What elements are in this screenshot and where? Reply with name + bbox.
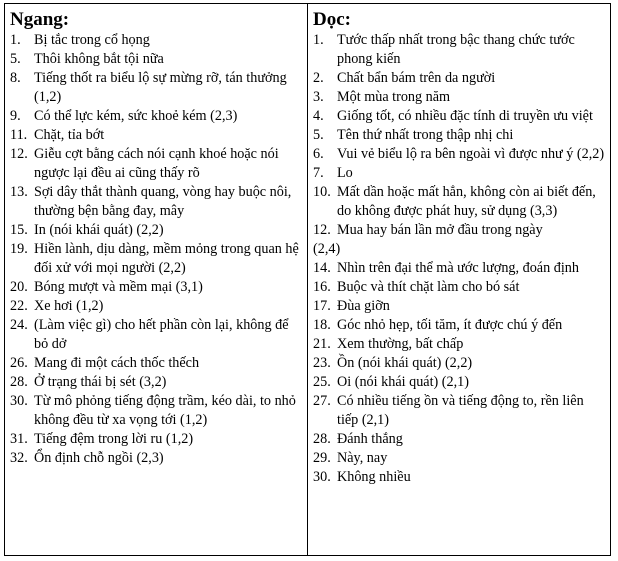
clue-item [313, 354, 607, 373]
clue-number: 12. [10, 146, 28, 162]
clue-text: Mang đi một cách thốc thếch [34, 355, 200, 371]
clue-number: 18. [313, 317, 331, 333]
clue-text: Sợi dây thắt thành quang, vòng hay buộc nôi, thường bện bằng đay, mây [34, 184, 292, 219]
clue-text: Đánh thắng [337, 431, 403, 447]
clue-number: 30. [313, 469, 331, 485]
clue-item [10, 278, 304, 297]
clue-text: In (nói khái quát) (2,2) [34, 222, 164, 238]
clue-text: Có thể lực kém, sức khoẻ kém (2,3) [34, 108, 238, 124]
clue-text: Một mùa trong năm [337, 89, 451, 105]
clue-item [313, 259, 607, 278]
clue-number: 7. [313, 165, 324, 181]
clue-number: 4. [313, 108, 324, 124]
clue-number: 14. [313, 260, 331, 276]
clue-number: 20. [10, 279, 28, 295]
clue-text: Tiếng thốt ra biểu lộ sự mừng rỡ, tán thưởng (1,2) [34, 70, 287, 105]
clue-item [313, 373, 607, 392]
clue-text: Tên thứ nhất trong thập nhị chi [337, 127, 514, 143]
across-column [5, 4, 308, 555]
clue-number: 9. [10, 108, 21, 124]
clue-item [313, 468, 607, 487]
clue-item [10, 107, 304, 126]
clue-item [10, 145, 304, 183]
clue-text: Mất dần hoặc mất hẳn, không còn ai biết đến, do không được phát huy, sử dụng (3,3) [337, 184, 596, 219]
clue-text: Không nhiều [337, 469, 411, 485]
clue-item [10, 221, 304, 240]
clue-text: Góc nhỏ hẹp, tối tăm, ít được chú ý đến [337, 317, 563, 333]
clue-item [313, 183, 607, 221]
clue-item [10, 240, 304, 278]
clue-number: 24. [10, 317, 28, 333]
clue-number: 23. [313, 355, 331, 371]
clue-item [10, 50, 304, 69]
clue-number: 16. [313, 279, 331, 295]
clue-number: 5. [10, 51, 21, 67]
clue-item [313, 107, 607, 126]
down-column [308, 4, 610, 555]
clue-item [313, 449, 607, 468]
clue-item [10, 183, 304, 221]
clue-number: 26. [10, 355, 28, 371]
clue-text: Tước thấp nhất trong bậc thang chức tước phong kiến [337, 32, 575, 67]
down-title: Dọc: [313, 9, 351, 30]
clue-item [313, 88, 607, 107]
clue-number: 12. [313, 222, 331, 238]
clue-text: Có nhiều tiếng ồn và tiếng động to, rền liên tiếp (2,1) [337, 393, 584, 428]
clue-number: 8. [10, 70, 21, 86]
clue-text: Từ mô phỏng tiếng động trầm, kéo dài, to nhỏ không đều từ xa vọng tới (1,2) [34, 393, 296, 428]
clue-continuation [313, 240, 607, 259]
clue-number: 1. [10, 32, 21, 48]
clue-number: 31. [10, 431, 28, 447]
clue-item [313, 164, 607, 183]
clue-text: Hiền lành, dịu dàng, mềm mỏng trong quan hệ đối xử với mọi người (2,2) [34, 241, 299, 276]
clue-item [10, 430, 304, 449]
clue-item [10, 69, 304, 107]
clue-text: Này, nay [337, 450, 388, 466]
clue-item [313, 335, 607, 354]
clue-text: Lo [337, 165, 353, 181]
clue-item [313, 31, 607, 69]
clue-text: Chất bẩn bám trên da người [337, 70, 496, 86]
clue-item [313, 278, 607, 297]
clue-number: 1. [313, 32, 324, 48]
clue-text: Đùa giỡn [337, 298, 390, 314]
clue-text: Buộc và thít chặt làm cho bó sát [337, 279, 520, 295]
clue-item [10, 126, 304, 145]
clue-number: 15. [10, 222, 28, 238]
clue-number: 10. [313, 184, 331, 200]
clue-text: (Làm việc gì) cho hết phần còn lại, không để bỏ dở [34, 317, 289, 352]
clue-item [10, 354, 304, 373]
clue-item [313, 145, 607, 164]
down-clue-list [313, 31, 607, 487]
clue-number: 11. [10, 127, 28, 143]
clue-number: 3. [313, 89, 324, 105]
clue-text: Ồn (nói khái quát) (2,2) [337, 355, 473, 371]
clue-item [313, 430, 607, 449]
clue-text: Oi (nói khái quát) (2,1) [337, 374, 469, 390]
clue-number: 5. [313, 127, 324, 143]
clue-number: 27. [313, 393, 331, 409]
clue-item [10, 31, 304, 50]
clue-text: Bóng mượt và mềm mại (3,1) [34, 279, 203, 295]
clue-number: 19. [10, 241, 28, 257]
clue-number: 6. [313, 146, 324, 162]
clue-item [10, 373, 304, 392]
clue-number: 30. [10, 393, 28, 409]
clue-number: 28. [10, 374, 28, 390]
clue-number: 13. [10, 184, 28, 200]
clue-number: 22. [10, 298, 28, 314]
clue-text: Xem thường, bất chấp [337, 336, 464, 352]
clue-item [10, 316, 304, 354]
clue-number: 17. [313, 298, 331, 314]
clue-text: Ổn định chỗ ngồi (2,3) [34, 450, 164, 466]
clue-text: Vui vẻ biểu lộ ra bên ngoài vì được như ý (2,2) [337, 146, 605, 162]
across-title: Ngang: [10, 9, 70, 30]
clue-item [313, 221, 607, 240]
clue-item [10, 392, 304, 430]
clue-text: Chặt, tỉa bớt [34, 127, 105, 143]
clue-number: 32. [10, 450, 28, 466]
clue-text: Tiếng đệm trong lời ru (1,2) [34, 431, 194, 447]
clues-table [4, 3, 611, 556]
clue-text: Bị tắc trong cổ họng [34, 32, 150, 48]
clue-tail-text: (2,4) [313, 241, 341, 257]
across-clue-list [10, 31, 304, 468]
clue-item [313, 69, 607, 88]
clue-text: Thôi không bắt tội nữa [34, 51, 164, 67]
clue-item [313, 126, 607, 145]
clue-text: Nhìn trên đại thể mà ước lượng, đoán định [337, 260, 579, 276]
clue-text: Xe hơi (1,2) [34, 298, 104, 314]
clue-number: 25. [313, 374, 331, 390]
clue-number: 2. [313, 70, 324, 86]
clue-text: Giống tốt, có nhiều đặc tính di truyền ưu việt [337, 108, 593, 124]
clue-text: Giễu cợt bằng cách nói cạnh khoé hoặc nói ngược lại đều ai cũng thấy rõ [34, 146, 279, 181]
clue-number: 21. [313, 336, 331, 352]
clue-number: 29. [313, 450, 331, 466]
clue-item [313, 297, 607, 316]
clue-number: 28. [313, 431, 331, 447]
clue-item [10, 449, 304, 468]
clue-text: Ở trạng thái bị sét (3,2) [34, 374, 167, 390]
clue-item [313, 316, 607, 335]
clue-item [313, 392, 607, 430]
clue-text: Mua hay bán lần mở đầu trong ngày [337, 222, 543, 238]
clue-item [10, 297, 304, 316]
